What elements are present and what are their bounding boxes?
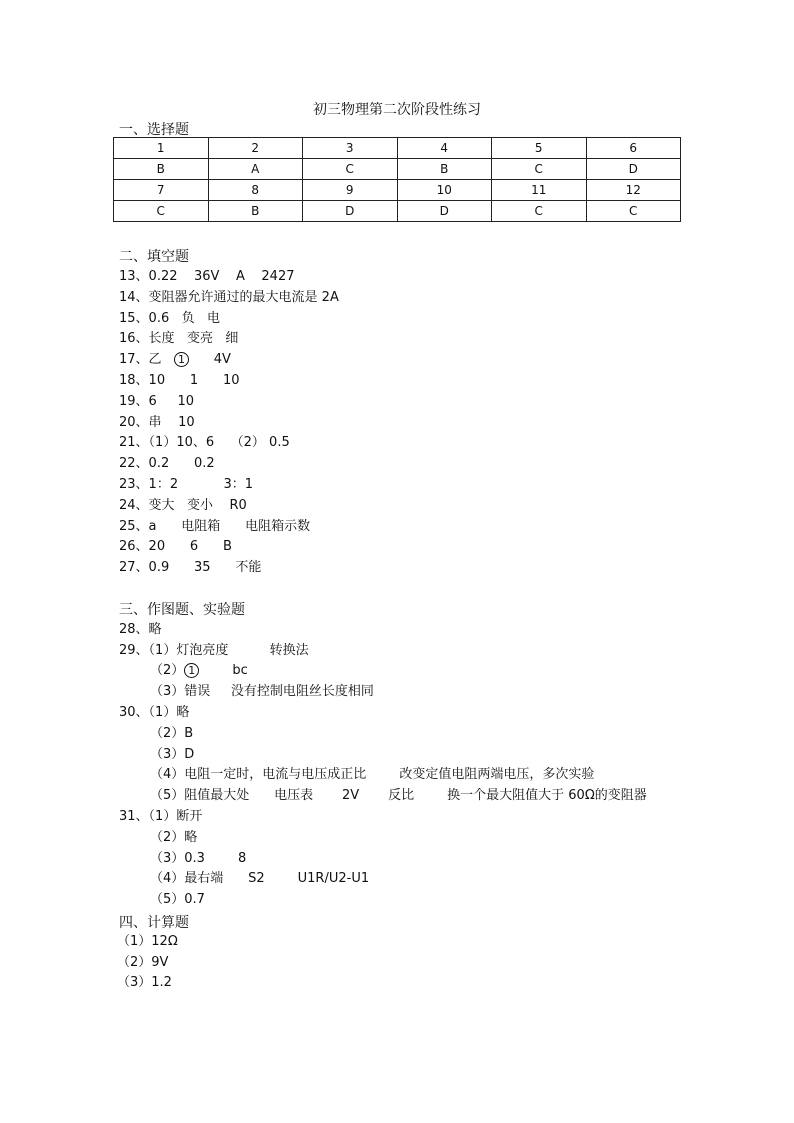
answer-line: 30、（1）略 xyxy=(119,705,190,720)
answer-table xyxy=(113,137,681,222)
answer-line: 13、0.22 36V A 2427 xyxy=(119,269,295,284)
answer-line: 25、a 电阻箱 电阻箱示数 xyxy=(119,519,311,534)
table-cell: D xyxy=(397,201,492,222)
answer-line: 14、变阻器允许通过的最大电流是 2A xyxy=(119,290,339,305)
section4-heading: 四、计算题 xyxy=(119,915,189,931)
answer-text: （2） xyxy=(150,663,185,678)
circled-number: 1 xyxy=(184,663,199,678)
table-cell: A xyxy=(208,159,303,180)
table-cell: 5 xyxy=(492,138,587,159)
table-row xyxy=(114,159,681,180)
answer-line: （1）12Ω xyxy=(117,934,178,949)
answer-line: 26、20 6 B xyxy=(119,539,232,554)
table-cell: C xyxy=(492,159,587,180)
section3-heading: 三、作图题、实验题 xyxy=(119,602,245,618)
answer-line: （3）0.3 8 xyxy=(150,851,247,866)
answer-line: 15、0.6 负 电 xyxy=(119,311,221,326)
table-cell: D xyxy=(303,201,398,222)
answer-line-q29-2 xyxy=(150,662,248,680)
table-cell: 8 xyxy=(208,180,303,201)
table-cell: B xyxy=(208,201,303,222)
answer-line: （5）阻值最大处 电压表 2V 反比 换一个最大阻值大于 60Ω的变阻器 xyxy=(150,788,647,803)
table-row xyxy=(114,180,681,201)
table-cell: 1 xyxy=(114,138,209,159)
answer-line: 28、略 xyxy=(119,622,162,637)
answer-line: （3）D xyxy=(150,747,195,762)
table-cell: 9 xyxy=(303,180,398,201)
answer-line: 20、串 10 xyxy=(119,415,195,430)
answer-line-q17 xyxy=(119,351,231,369)
table-cell: 12 xyxy=(586,180,681,201)
answer-line: 24、变大 变小 R0 xyxy=(119,498,247,513)
table-cell: C xyxy=(114,201,209,222)
answer-line: （2）略 xyxy=(150,830,198,845)
table-cell: B xyxy=(114,159,209,180)
table-cell: B xyxy=(397,159,492,180)
section2-heading: 二、填空题 xyxy=(119,249,189,265)
circled-number: 1 xyxy=(174,352,189,367)
section1-heading: 一、选择题 xyxy=(119,122,189,138)
answer-line: （3）1.2 xyxy=(117,975,172,990)
page-title: 初三物理第二次阶段性练习 xyxy=(313,102,481,118)
table-cell: C xyxy=(303,159,398,180)
table-cell: 10 xyxy=(397,180,492,201)
answer-line: （5）0.7 xyxy=(150,892,205,907)
answer-line: 29、（1）灯泡亮度 转换法 xyxy=(119,643,309,658)
answer-text: 17、乙 xyxy=(119,352,162,367)
answer-text: bc xyxy=(232,663,248,678)
answer-line: （2）B xyxy=(150,726,194,741)
answer-line: 16、长度 变亮 细 xyxy=(119,331,239,346)
table-cell: 11 xyxy=(492,180,587,201)
answer-line: （2）9V xyxy=(117,955,169,970)
answer-line: 22、0.2 0.2 xyxy=(119,456,215,471)
table-cell: 4 xyxy=(397,138,492,159)
table-cell: C xyxy=(586,201,681,222)
answer-line: （4）最右端 S2 U1R/U2-U1 xyxy=(150,871,370,886)
table-cell: 6 xyxy=(586,138,681,159)
answer-line: （3）错误 没有控制电阻丝长度相同 xyxy=(150,684,374,699)
answer-line: （4）电阻一定时，电流与电压成正比 改变定值电阻两端电压，多次实验 xyxy=(150,767,595,782)
answer-line: 21、（1）10、6 （2） 0.5 xyxy=(119,435,290,450)
answer-line: 27、0.9 35 不能 xyxy=(119,560,262,575)
answer-line: 19、6 10 xyxy=(119,394,195,409)
answer-line: 31、（1）断开 xyxy=(119,809,203,824)
table-cell: 2 xyxy=(208,138,303,159)
table-cell: D xyxy=(586,159,681,180)
table-cell: 7 xyxy=(114,180,209,201)
answer-line: 23、1：2 3：1 xyxy=(119,477,254,492)
table-cell: 3 xyxy=(303,138,398,159)
table-row xyxy=(114,138,681,159)
table-cell: C xyxy=(492,201,587,222)
answer-line: 18、10 1 10 xyxy=(119,373,240,388)
table-row xyxy=(114,201,681,222)
answer-text: 4V xyxy=(213,352,231,367)
